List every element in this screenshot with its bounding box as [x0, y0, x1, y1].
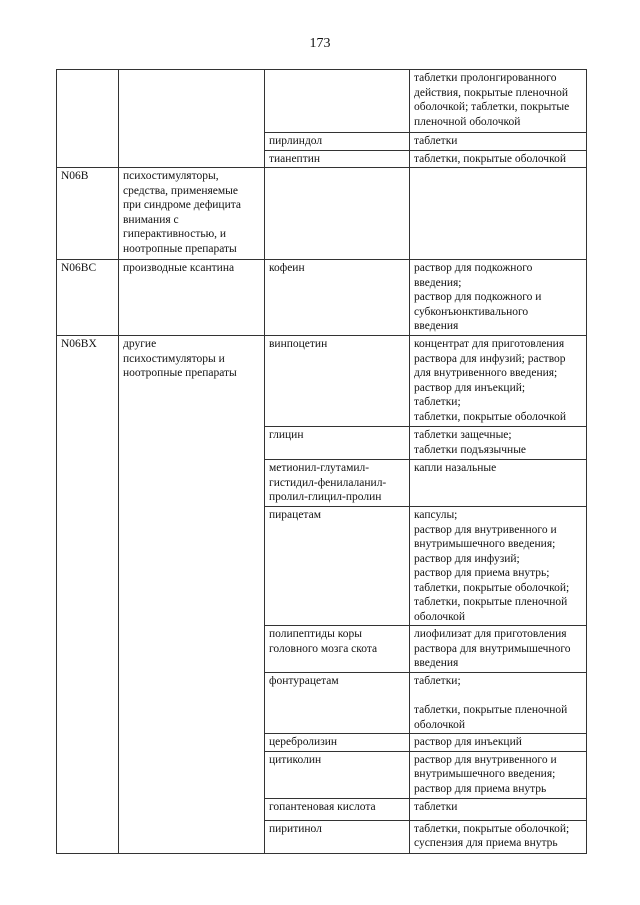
group-name-cell [119, 798, 265, 820]
table-row [57, 133, 587, 151]
drug-name-cell [265, 168, 410, 260]
table-row [57, 336, 587, 427]
atc-code-cell [57, 626, 119, 673]
table-row [57, 798, 587, 820]
atc-code-cell [57, 427, 119, 460]
table-row [57, 734, 587, 752]
dosage-form-cell: капсулы; раствор для внутривенного и внутримышечного введения; раствор для инфузий; раствор для приема внутрь; таблетки, покрытые оболочкой; таблетки, покрытые пленочной оболочкой [410, 507, 587, 626]
drug-name-cell: глицин [265, 427, 410, 460]
dosage-form-cell: таблетки; таблетки, покрытые пленочной оболочкой [410, 673, 587, 734]
dosage-form-cell [410, 168, 587, 260]
drug-name-cell: тианептин [265, 150, 410, 168]
group-name-cell [119, 673, 265, 734]
table-row [57, 427, 587, 460]
dosage-form-cell: таблетки [410, 133, 587, 151]
table-row [57, 260, 587, 336]
drug-name-cell: фонтурацетам [265, 673, 410, 734]
group-name-cell [119, 626, 265, 673]
group-name-cell [119, 751, 265, 798]
dosage-form-cell: раствор для инъекций [410, 734, 587, 752]
group-name-cell [119, 460, 265, 507]
drug-name-cell: церебролизин [265, 734, 410, 752]
drug-name-cell: кофеин [265, 260, 410, 336]
table-row [57, 70, 587, 133]
dosage-form-cell: таблетки [410, 798, 587, 820]
atc-code-cell [57, 133, 119, 151]
atc-code-cell: N06B [57, 168, 119, 260]
drug-name-cell: винпоцетин [265, 336, 410, 427]
drug-name-cell: метионил-глутамил- гистидил-фенилаланил- пролил-глицил-пролин [265, 460, 410, 507]
dosage-form-cell: концентрат для приготовления раствора для инфузий; раствор для внутривенного введения; раствор для инъекций; таблетки; таблетки, покрытые оболочкой [410, 336, 587, 427]
dosage-form-cell: таблетки пролонгированного действия, покрытые пленочной оболочкой; таблетки, покрытые пленочной оболочкой [410, 70, 587, 133]
atc-code-cell [57, 820, 119, 853]
dosage-form-cell: таблетки защечные; таблетки подъязычные [410, 427, 587, 460]
drug-name-cell: пиритинол [265, 820, 410, 853]
group-name-cell [119, 150, 265, 168]
dosage-form-cell: лиофилизат для приготовления раствора для внутримышечного введения [410, 626, 587, 673]
table-row [57, 820, 587, 853]
atc-code-cell [57, 70, 119, 133]
atc-code-cell [57, 460, 119, 507]
group-name-cell: другие психостимуляторы и ноотропные препараты [119, 336, 265, 427]
drug-name-cell: пирацетам [265, 507, 410, 626]
drug-name-cell: цитиколин [265, 751, 410, 798]
atc-code-cell: N06BX [57, 336, 119, 427]
dosage-form-cell: раствор для подкожного введения; раствор для подкожного и субконъюнктивального введения [410, 260, 587, 336]
dosage-form-cell: таблетки, покрытые оболочкой [410, 150, 587, 168]
atc-code-cell [57, 150, 119, 168]
dosage-form-cell: капли назальные [410, 460, 587, 507]
atc-code-cell [57, 673, 119, 734]
table-row [57, 460, 587, 507]
atc-code-cell: N06BC [57, 260, 119, 336]
drug-name-cell: полипептиды коры головного мозга скота [265, 626, 410, 673]
group-name-cell [119, 133, 265, 151]
table-row [57, 673, 587, 734]
drug-table [56, 69, 587, 854]
table-row [57, 751, 587, 798]
page-number: 173 [309, 36, 331, 51]
drug-name-cell: гопантеновая кислота [265, 798, 410, 820]
table-row [57, 626, 587, 673]
table-row [57, 507, 587, 626]
table-row [57, 168, 587, 260]
group-name-cell [119, 734, 265, 752]
atc-code-cell [57, 798, 119, 820]
atc-code-cell [57, 507, 119, 626]
atc-code-cell [57, 751, 119, 798]
drug-name-cell [265, 70, 410, 133]
dosage-form-cell: таблетки, покрытые оболочкой; суспензия для приема внутрь [410, 820, 587, 853]
group-name-cell [119, 820, 265, 853]
group-name-cell [119, 507, 265, 626]
group-name-cell [119, 70, 265, 133]
group-name-cell [119, 427, 265, 460]
table-row [57, 150, 587, 168]
atc-code-cell [57, 734, 119, 752]
dosage-form-cell: раствор для внутривенного и внутримышечного введения; раствор для приема внутрь [410, 751, 587, 798]
group-name-cell: производные ксантина [119, 260, 265, 336]
drug-name-cell: пирлиндол [265, 133, 410, 151]
group-name-cell: психостимуляторы, средства, применяемые при синдроме дефицита внимания с гиперактивностью, и ноотропные препараты [119, 168, 265, 260]
